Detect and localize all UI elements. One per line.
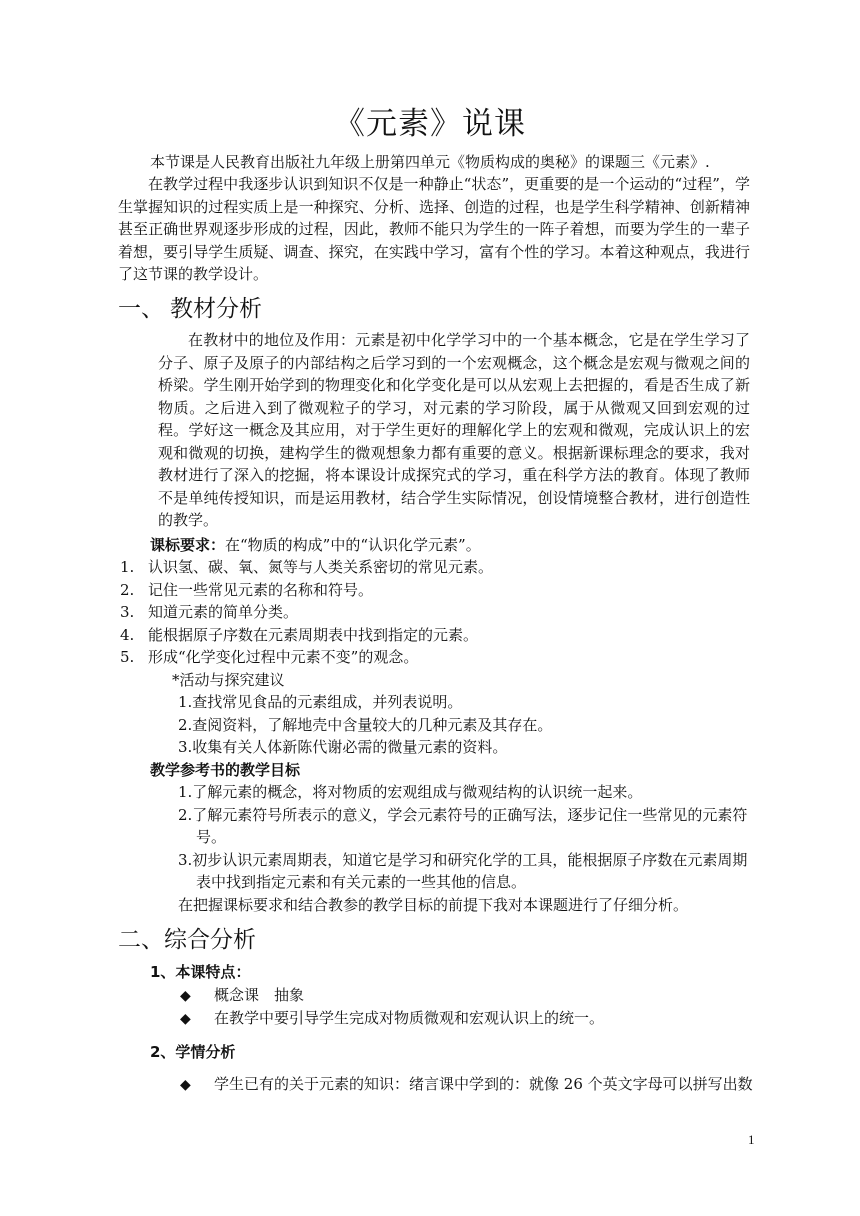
- goal-item: 3.初步认识元素周期表，知道它是学习和研究化学的工具，能根据原子序数在元素周期: [178, 851, 748, 869]
- section-1-number: 一、: [118, 296, 164, 322]
- section-1-title: 教材分析: [170, 296, 262, 322]
- goal-item-continued: 表中找到指定元素和有关元素的一些其他的信息。: [196, 873, 527, 891]
- activity-title: *活动与探究建议: [172, 671, 285, 689]
- textbook-role-paragraph: 在教材中的地位及作用：元素是初中化学学习中的一个基本概念，它是在学生学习了分子、原子及原子的内部结构之后学习到的一个宏观概念，这个概念是宏观与微观之间的桥梁。学生刚开始学到的物理变化和化学变化是可以从宏观上去把握的，看是否生成了新物质。之后进入到了微观粒子的学习，对元素的学习阶段，属于从微观又回到宏观的过程。学好这一概念及其应用，对于学生更好的理解化学上的宏观和微观，完成认识上的宏观和微观的切换，建构学生的微观想象力都有重要的意义。根据新课标理念的要求，我对教材进行了深入的挖掘，将本课设计成探究式的学习，重在科学方法的教育。体现了教师不是单纯传授知识，而是运用教材，结合学生实际情况，创设情境整合教材，进行创造性的教学。: [158, 331, 750, 529]
- subsection-student-analysis: 2、学情分析: [150, 1043, 236, 1061]
- teaching-goals-title: 教学参考书的教学目标: [150, 761, 301, 779]
- goal-item-continued: 号。: [196, 828, 227, 846]
- standard-item: 2. 记住一些常见元素的名称和符号。: [120, 581, 374, 599]
- page-title: 《元素》说课: [334, 106, 526, 142]
- goal-item: 1.了解元素的概念，将对物质的宏观组成与微观结构的认识统一起来。: [178, 783, 643, 801]
- subsection-lesson-features: 1、本课特点：: [150, 963, 251, 981]
- activity-item: 2.查阅资料，了解地壳中含量较大的几种元素及其存在。: [178, 716, 553, 734]
- section-1-heading: [118, 294, 262, 324]
- standard-item: 4. 能根据原子序数在元素周期表中找到指定的元素。: [120, 626, 479, 644]
- curriculum-standards: [150, 534, 481, 556]
- standard-item: 3. 知道元素的简单分类。: [120, 603, 299, 621]
- diamond-bullet-icon: ◆: [180, 1077, 191, 1093]
- goal-item: 2.了解元素符号所表示的意义，学会元素符号的正确写法，逐步记住一些常见的元素符: [178, 806, 748, 824]
- bullet-item: ◆ 在教学中要引导学生完成对物质微观和宏观认识上的统一。: [180, 1007, 604, 1030]
- bullet-item: ◆ 概念课 抽象: [180, 984, 304, 1007]
- standard-item: 1. 认识氢、碳、氧、氮等与人类关系密切的常见元素。: [120, 558, 494, 576]
- standard-item: 5. 形成“化学变化过程中元素不变”的观念。: [120, 648, 419, 666]
- activity-item: 1.查找常见食品的元素组成，并列表说明。: [178, 693, 463, 711]
- curriculum-standards-label: 课标要求：: [150, 536, 226, 554]
- intro-paragraph-1: 本节课是人民教育出版社九年级上册第四单元《物质构成的奥秘》的课题三《元素》.: [150, 153, 710, 171]
- diamond-bullet-icon: ◆: [180, 1011, 191, 1027]
- activity-item: 3.收集有关人体新陈代谢必需的微量元素的资料。: [178, 738, 508, 756]
- intro-paragraph-2: 在教学过程中我逐步认识到知识不仅是一种静止“状态”，更重要的是一个运动的“过程”，学生掌握知识的过程实质上是一种探究、分析、选择、创造的过程，也是学生科学精神、创新精神甚至正确世界观逐步形成的过程，因此，教师不能只为学生的一阵子着想，而要为学生的一辈子着想，要引导学生质疑、调查、探究，在实践中学习，富有个性的学习。本着这种观点，我进行了这节课的教学设计。: [118, 175, 750, 283]
- curriculum-standards-text: 在“物质的构成”中的“认识化学元素”。: [225, 536, 481, 554]
- section-2-heading: 二、综合分析: [118, 927, 256, 953]
- analysis-summary: 在把握课标要求和结合教参的教学目标的前提下我对本课题进行了仔细分析。: [178, 896, 689, 914]
- diamond-bullet-icon: ◆: [180, 988, 191, 1004]
- page-number: 1: [748, 1132, 755, 1147]
- bullet-item: ◆ 学生已有的关于元素的知识：绪言课中学到的：就像 26 个英文字母可以拼写出数: [180, 1073, 753, 1096]
